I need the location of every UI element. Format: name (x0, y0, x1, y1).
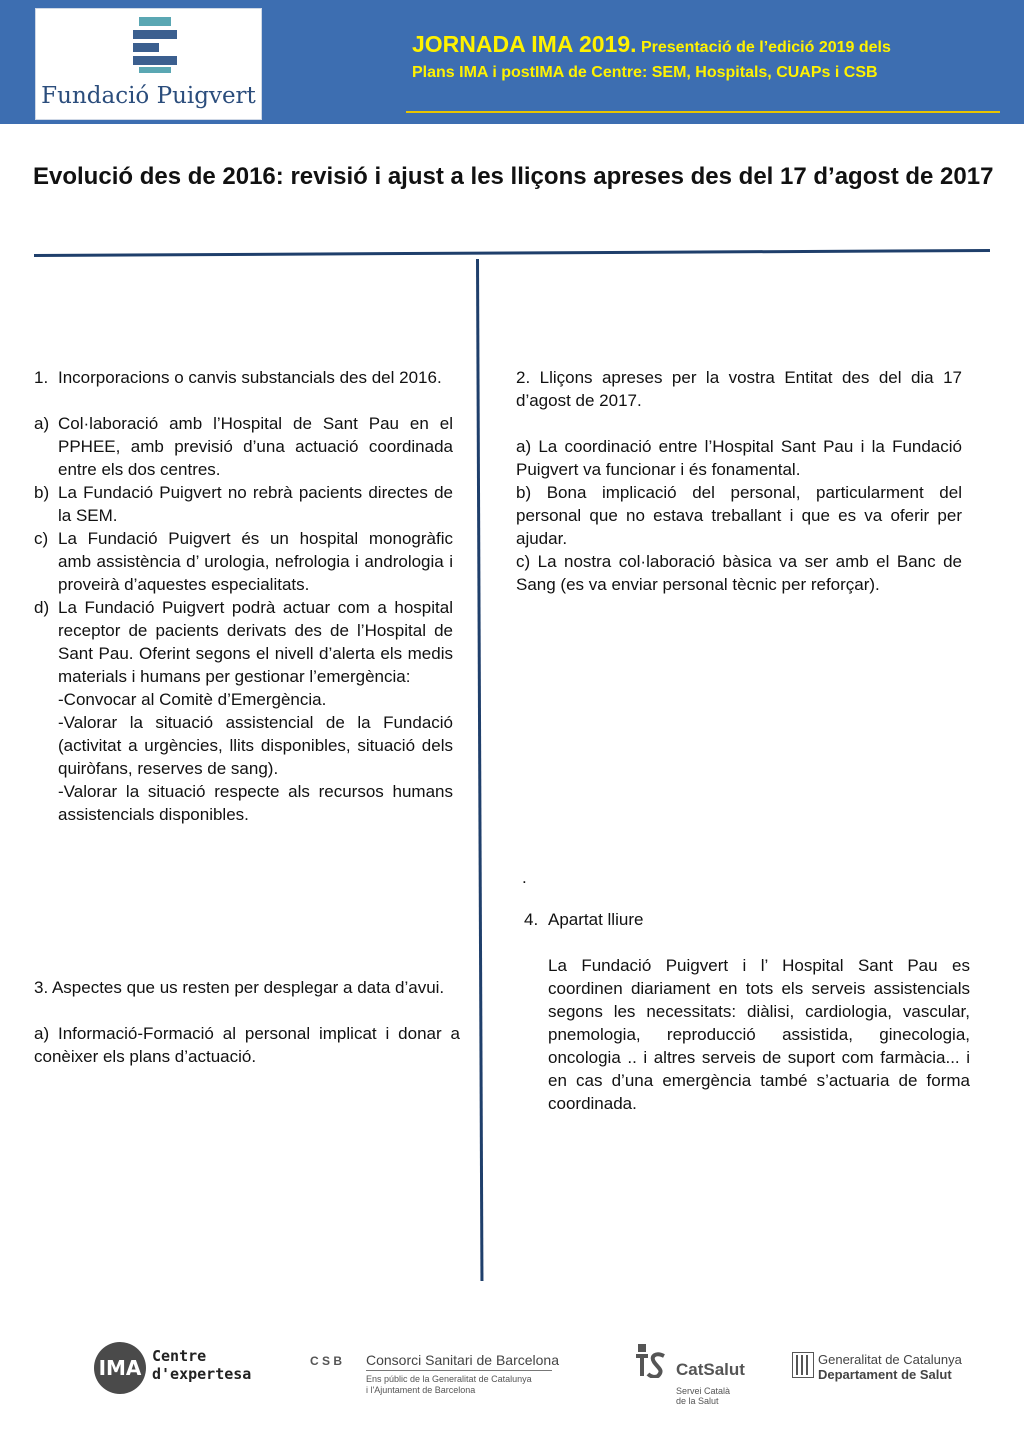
catsalut-sub-2: de la Salut (676, 1396, 719, 1406)
list-item-text: La Fundació Puigvert no rebrà pacients directes de la SEM. (58, 483, 453, 525)
catsalut-icon (636, 1344, 668, 1378)
section-4-heading (524, 908, 970, 931)
ima-badge-text: IMA (98, 1356, 142, 1380)
list-item-marker: c) (34, 529, 49, 548)
header-subtitle: Plans IMA i postIMA de Centre: SEM, Hospitals, CUAPs i CSB (412, 64, 878, 81)
section-2-dot: . (522, 868, 527, 887)
csb-sub-2: i l'Ajuntament de Barcelona (366, 1385, 476, 1395)
section-3-heading: 3. Aspectes que us resten per desplegar a data d’avui. (34, 978, 445, 997)
sub-item: -Valorar la situació assistencial de la Fundació (activitat a urgències, llits disponibles, situació dels quiròfans, reserves de sang). (58, 713, 453, 778)
csb-sub-1: Ens públic de la Generalitat de Catalunya (366, 1374, 532, 1384)
fundacio-puigvert-emblem-icon (133, 17, 177, 73)
ima-badge-icon (94, 1342, 146, 1394)
section-2-item: a) La coordinació entre l’Hospital Sant Pau i la Fundació Puigvert va funcionar i és fonamental. (516, 437, 962, 479)
list-item-marker: d) (34, 598, 50, 617)
header-title (412, 31, 1012, 58)
section-3 (34, 976, 460, 1068)
sub-item: -Valorar la situació respecte als recursos humans assistencials disponibles. (58, 782, 453, 824)
horizontal-divider (34, 249, 990, 257)
csb-underline (366, 1370, 552, 1371)
footer-logos (0, 1330, 1024, 1420)
section-3-item: a) Informació-Formació al personal implicat i donar a conèixer els plans d’actuació. (34, 1024, 460, 1066)
list-item (34, 527, 453, 596)
list-item-marker: b) (34, 483, 50, 502)
logo-text: Fundació Puigvert (41, 83, 256, 109)
section-2-heading: 2. Lliçons apreses per la vostra Entitat des del dia 17 d’agost de 2017. (516, 368, 962, 410)
header-banner (0, 0, 1024, 124)
section-1-marker: 1. (34, 368, 49, 387)
list-item-marker: a) (34, 414, 50, 433)
list-item-text: La Fundació Puigvert podrà actuar com a hospital receptor de pacients derivats des de l’Hospital de Sant Pau. Oferint segons el nivell d’alerta els medis materials i humans per gestionar l’emergència: (58, 598, 453, 686)
page-title: Evolució des de 2016: revisió i ajust a les lliçons apreses des del 17 d’agost de 2017 (33, 163, 994, 190)
vertical-divider (476, 259, 483, 1281)
list-item (34, 596, 453, 688)
generalitat-line-2: Departament de Salut (818, 1367, 952, 1382)
section-2-item: c) La nostra col·laboració bàsica va ser amb el Banc de Sang (es va enviar personal tècnic per reforçar). (516, 552, 962, 594)
section-2 (516, 366, 962, 596)
list-item-text: La Fundació Puigvert és un hospital monogràfic amb assistència d’ urologia, nefrologia i andrologia i proveirà d’aquestes especialitats. (58, 529, 453, 594)
generalitat-text (818, 1352, 962, 1382)
list-item-text: Col·laboració amb l’Hospital de Sant Pau en el PPHEE, amb previsió d’una actuació coordinada entre els dos centres. (58, 414, 453, 479)
ima-line-1: Centre (152, 1347, 207, 1365)
list-item (34, 481, 453, 527)
header-title-main: JORNADA IMA 2019. (412, 31, 637, 57)
catsalut-sub-1: Servei Català (676, 1386, 731, 1396)
section-1-heading (34, 366, 453, 389)
csb-name: Consorci Sanitari de Barcelona (366, 1352, 559, 1368)
section-1-heading-text: Incorporacions o canvis substancials des del 2016. (58, 368, 442, 387)
section-4-heading-text: Apartat lliure (548, 910, 644, 929)
section-1 (34, 366, 453, 826)
header-divider (406, 111, 1000, 113)
section-4 (524, 908, 970, 1115)
section-4-text: La Fundació Puigvert i l’ Hospital Sant Pau es coordinen diariament en tots els serveis assistencials segons les necessitats: diàlisi, cardiologia, vascular, pnemologia, reproducció assistida, ginecologia, oncologia .. i altres serveis de suport com farmàcia... i en cas d’una emergència també s’actuaria de forma coordinada. (548, 956, 970, 1113)
fundacio-puigvert-logo (35, 8, 262, 120)
generalitat-line-1: Generalitat de Catalunya (818, 1352, 962, 1367)
csb-abbr: C S B (310, 1354, 343, 1368)
header-title-sub: Presentació de l’edició 2019 dels (640, 39, 891, 56)
list-item (34, 412, 453, 481)
section-4-marker: 4. (524, 910, 539, 929)
sub-item: -Convocar al Comitè d’Emergència. (58, 690, 327, 709)
catsalut-subtitle (676, 1386, 730, 1406)
ima-centre-expertesa (152, 1347, 251, 1383)
generalitat-shield-icon (792, 1352, 814, 1378)
ima-line-2: d'expertesa (152, 1365, 252, 1383)
catsalut-name: CatSalut (676, 1360, 745, 1379)
section-2-item: b) Bona implicació del personal, particularment del personal que no estava treballant i que es va oferir per ajudar. (516, 483, 962, 548)
csb-subtitle (366, 1374, 532, 1396)
